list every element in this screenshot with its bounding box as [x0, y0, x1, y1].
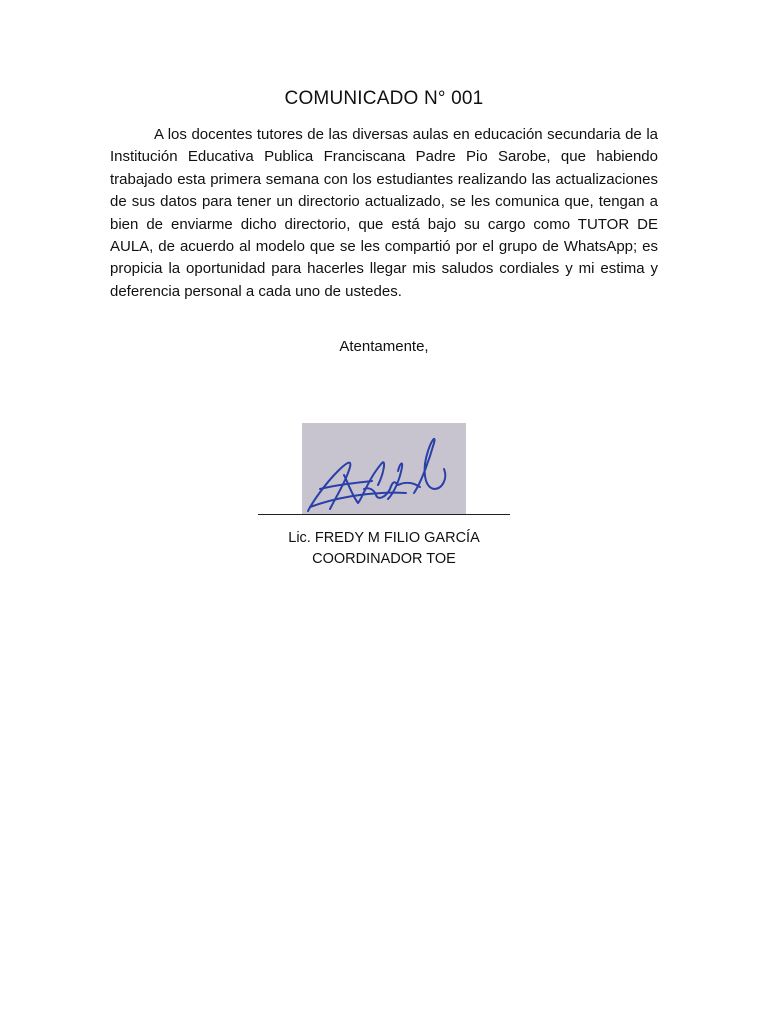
- signer-name: Lic. FREDY M FILIO GARCÍA: [288, 530, 480, 546]
- signature-icon: [302, 423, 466, 515]
- signer-role: COORDINADOR TOE: [312, 551, 456, 567]
- document-title: COMUNICADO N° 001: [284, 88, 484, 109]
- closing-line: Atentamente,: [339, 338, 429, 355]
- signature-image: [302, 423, 466, 515]
- signature-line: [258, 514, 510, 515]
- body-paragraph-text: A los docentes tutores de las diversas aulas en educación secundaria de la Institución Educativa Publica Franciscana Padre Pio Sarobe, que habiendo trabajado esta primera semana con los estudiantes realizando las actualizaciones de sus datos para tener un directorio actualizado, se les comunica que, tengan a bien de enviarme dicho directorio, que está bajo su cargo como TUTOR DE AULA, de acuerdo al modelo que se les compartió por el grupo de WhatsApp; es propicia la oportunidad para hacerles llegar mis saludos cordiales y mi estima y deferencia personal a cada uno de ustedes.: [110, 126, 658, 300]
- body-paragraph: [110, 124, 658, 303]
